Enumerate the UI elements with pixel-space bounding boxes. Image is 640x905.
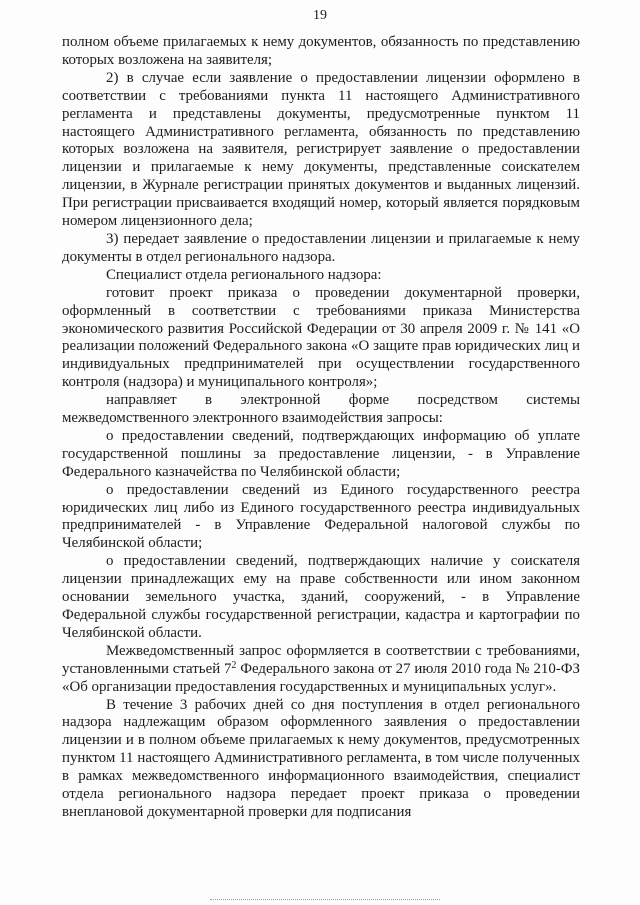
scan-edge-artifact (210, 899, 440, 901)
paragraph-request-rosreestr: о предоставлении сведений, подтверждающих наличие у соискателя лицензии принадлежащих ему на праве собственности или ином законном основании земельного участка, зданий, сооружений, - в Управление Федеральной службы государственной регистрации, кадастра и картографии по Челябинской области. (62, 553, 580, 641)
paragraph-three-days: В течение 3 рабочих дней со дня поступления в отдел регионального надзора надлежащим образом оформленного заявления о предоставлении лицензии и в полном объеме прилагаемых к нему документов, предусмотренных пунктом 11 настоящего Административного регламента, в том числе полученных в рамках межведомственного информационного взаимодействия, специалист отдела регионального надзора передает проект приказа о проведении внеплановой документарной проверки для подписания (62, 696, 580, 820)
paragraph-item-2-registration: 2) в случае если заявление о предоставлении лицензии оформлено в соответствии с требованиями пункта 11 настоящего Административного регламента и представлены документы, предусмотренные пунктом 11 настоящего Административного регламента, обязанность по представлению которых возложена на заявителя, регистрирует заявление о предоставлении лицензии и прилагаемые к нему документы, представленные соискателем лицензии, в Журнале регистрации принятых документов и выданных лицензий. При регистрации присваивается входящий номер, который является порядковым номером лицензионного дела; (62, 69, 580, 230)
statute-superscript: 2 (231, 659, 237, 671)
paragraph-prepare-order: готовит проект приказа о проведении документарной проверки, оформленный в соответствии с требованиями приказа Министерства экономического развития Российской Федерации от 30 апреля 2009 г. № 141 «О реализации положений Федерального закона «О защите прав юридических лиц и индивидуальных предпринимателей при осуществлении государственного контроля (надзора) и муниципального контроля»; (62, 284, 580, 391)
page-number: 19 (313, 8, 327, 23)
document-body (62, 34, 580, 822)
paragraph-request-treasury: о предоставлении сведений, подтверждающих информацию об уплате государственной пошлины за предоставление лицензии, - в Управление Федерального казначейства по Челябинской области; (62, 427, 580, 480)
paragraph-send-requests: направляет в электронной форме посредством системы межведомственного электронного взаимодействия запросы: (62, 392, 580, 427)
paragraph-item-3-transfer: 3) передает заявление о предоставлении лицензии и прилагаемые к нему документы в отдел регионального надзора. (62, 230, 580, 265)
paragraph-specialist-heading: Специалист отдела регионального надзора: (106, 266, 382, 283)
paragraph-continuation: полном объеме прилагаемых к нему документов, обязанность по представлению которых возложена на заявителя; (62, 34, 580, 68)
paragraph-interagency-request (62, 643, 580, 697)
paragraph-request-tax-service: о предоставлении сведений из Единого государственного реестра юридических лиц либо из Единого государственного реестра индивидуальных предпринимателей - в Управление Федеральной налоговой службы по Челябинской области; (62, 481, 580, 552)
statute-text-after: Федерального закона от 27 июля 2010 года № 210-ФЗ «Об организации предоставления государственных и муниципальных услуг». (62, 660, 580, 695)
statute-text-before: Межведомственный запрос оформляется в соответствии с требованиями, установленными статьей 7 (62, 642, 580, 677)
